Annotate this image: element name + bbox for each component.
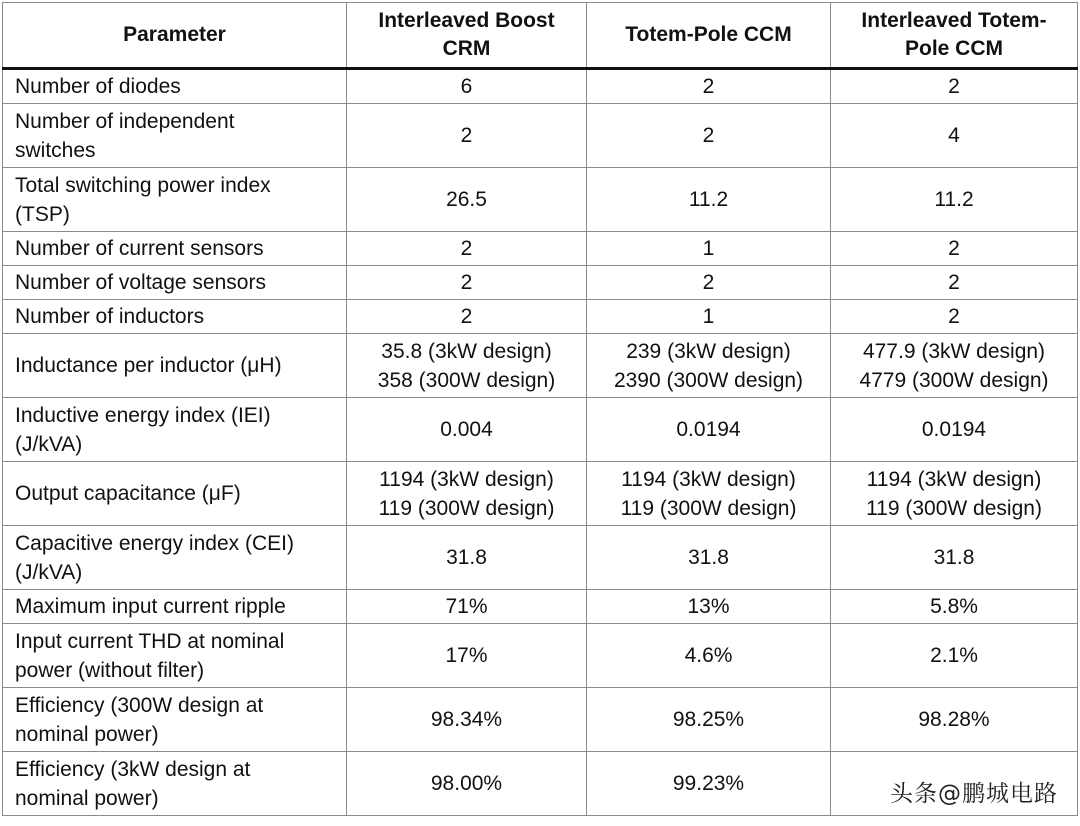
- cell-text: 1: [702, 237, 715, 260]
- cell-text: 119 (300W design): [866, 496, 1042, 520]
- totem-pole-ccm-cell: [587, 168, 831, 232]
- cell-text: 0.0194: [676, 418, 741, 441]
- interleaved-totem-pole-ccm-cell: [831, 624, 1078, 688]
- header-parameter: [3, 3, 347, 69]
- cell-text: 0.004: [440, 418, 493, 441]
- cell-text: (J/kVA): [15, 560, 83, 584]
- interleaved-totem-pole-ccm-cell: [831, 688, 1078, 752]
- cell-text: 2: [702, 124, 715, 147]
- header-interleaved-boost-crm: [347, 3, 587, 69]
- table-row: [3, 168, 1078, 232]
- table-row: [3, 398, 1078, 462]
- interleaved-boost-crm-cell: [347, 462, 587, 526]
- cell-text: 35.8 (3kW design): [381, 339, 552, 363]
- watermark-text: 头条@鹏城电路: [890, 781, 1058, 807]
- header-row: [3, 3, 1078, 69]
- interleaved-totem-pole-ccm-cell: [831, 232, 1078, 266]
- interleaved-boost-crm-cell: [347, 232, 587, 266]
- table-row: [3, 462, 1078, 526]
- cell-text: 2390 (300W design): [613, 368, 804, 392]
- totem-pole-ccm-cell: [587, 526, 831, 590]
- interleaved-boost-crm-cell: [347, 266, 587, 300]
- table-row: [3, 526, 1078, 590]
- cell-text: 2: [702, 75, 715, 98]
- cell-text: 239 (3kW design): [626, 339, 791, 363]
- cell-text: 2: [460, 305, 473, 328]
- cell-text: 98.25%: [672, 708, 745, 731]
- header-text: Parameter: [123, 23, 226, 46]
- cell-text: 99.23%: [672, 772, 745, 795]
- cell-text: 2: [948, 237, 960, 260]
- cell-text: 17%: [445, 644, 488, 667]
- cell-text: Number of voltage sensors: [15, 271, 266, 294]
- cell-text: Number of independent: [15, 109, 235, 133]
- interleaved-boost-crm-cell: [347, 104, 587, 168]
- parameter-cell: [3, 300, 347, 334]
- parameter-cell: [3, 334, 347, 398]
- cell-text: 31.8: [446, 546, 487, 569]
- parameter-cell: [3, 168, 347, 232]
- totem-pole-ccm-cell: [587, 104, 831, 168]
- parameter-cell: [3, 590, 347, 624]
- table-row: [3, 688, 1078, 752]
- cell-text: 71%: [445, 595, 488, 618]
- cell-text: 477.9 (3kW design): [862, 339, 1046, 363]
- cell-text: power (without filter): [15, 658, 205, 682]
- table-row: [3, 266, 1078, 300]
- interleaved-totem-pole-ccm-cell: [831, 104, 1078, 168]
- totem-pole-ccm-cell: [587, 334, 831, 398]
- cell-text: 1194 (3kW design): [621, 467, 796, 491]
- cell-text: 6: [460, 75, 473, 98]
- cell-text: 119 (300W design): [378, 496, 555, 520]
- parameter-cell: [3, 752, 347, 816]
- cell-text: switches: [15, 138, 96, 162]
- cell-text: 119 (300W design): [620, 496, 797, 520]
- header-text: Interleaved Boost: [378, 9, 555, 32]
- cell-text: 4779 (300W design): [859, 368, 1049, 392]
- totem-pole-ccm-cell: [587, 688, 831, 752]
- cell-text: 31.8: [933, 546, 975, 569]
- cell-text: 1194 (3kW design): [379, 467, 554, 491]
- totem-pole-ccm-cell: [587, 266, 831, 300]
- header-totem-pole-ccm: [587, 3, 831, 69]
- cell-text: nominal power): [15, 786, 159, 810]
- interleaved-boost-crm-cell: [347, 624, 587, 688]
- interleaved-boost-crm-cell: [347, 752, 587, 816]
- table-header: [3, 3, 1078, 69]
- cell-text: 98.28%: [918, 708, 990, 731]
- cell-text: 2: [948, 75, 960, 98]
- cell-text: Output capacitance (μF): [15, 482, 241, 505]
- cell-text: 358 (300W design): [377, 368, 556, 392]
- cell-text: Efficiency (3kW design at: [15, 757, 251, 781]
- table-row: [3, 334, 1078, 398]
- cell-text: 0.0194: [921, 418, 987, 441]
- cell-text: 26.5: [446, 188, 487, 211]
- parameter-cell: [3, 266, 347, 300]
- cell-text: Inductance per inductor (μH): [15, 354, 282, 377]
- parameter-cell: [3, 69, 347, 104]
- table-row: [3, 232, 1078, 266]
- cell-text: 13%: [687, 595, 730, 618]
- cell-text: 98.34%: [430, 708, 503, 731]
- comparison-table: [2, 2, 1078, 816]
- interleaved-totem-pole-ccm-cell: [831, 590, 1078, 624]
- cell-text: 1194 (3kW design): [866, 467, 1042, 491]
- parameter-cell: [3, 624, 347, 688]
- interleaved-boost-crm-cell: [347, 69, 587, 104]
- interleaved-boost-crm-cell: [347, 590, 587, 624]
- interleaved-totem-pole-ccm-cell: [831, 266, 1078, 300]
- cell-text: nominal power): [15, 722, 159, 746]
- parameter-cell: [3, 398, 347, 462]
- table-row: [3, 624, 1078, 688]
- totem-pole-ccm-cell: [587, 590, 831, 624]
- table-row: [3, 590, 1078, 624]
- totem-pole-ccm-cell: [587, 462, 831, 526]
- cell-text: 2: [460, 124, 473, 147]
- parameter-cell: [3, 688, 347, 752]
- header-text: Pole CCM: [904, 37, 1003, 60]
- cell-text: (J/kVA): [15, 432, 83, 456]
- cell-text: (TSP): [15, 202, 70, 226]
- cell-text: 2: [702, 271, 715, 294]
- cell-text: 31.8: [688, 546, 729, 569]
- cell-text: Number of inductors: [15, 305, 205, 328]
- parameter-cell: [3, 462, 347, 526]
- cell-text: Capacitive energy index (CEI): [15, 531, 294, 555]
- totem-pole-ccm-cell: [587, 752, 831, 816]
- totem-pole-ccm-cell: [587, 624, 831, 688]
- interleaved-boost-crm-cell: [347, 168, 587, 232]
- interleaved-totem-pole-ccm-cell: [831, 300, 1078, 334]
- interleaved-totem-pole-ccm-cell: [831, 69, 1078, 104]
- table-body: [3, 69, 1078, 816]
- cell-text: 4.6%: [684, 644, 733, 667]
- interleaved-totem-pole-ccm-cell: [831, 334, 1078, 398]
- interleaved-boost-crm-cell: [347, 300, 587, 334]
- parameter-cell: [3, 526, 347, 590]
- cell-text: Efficiency (300W design at: [15, 693, 264, 717]
- cell-text: 1: [702, 305, 715, 328]
- interleaved-totem-pole-ccm-cell: [831, 168, 1078, 232]
- totem-pole-ccm-cell: [587, 69, 831, 104]
- header-text: Totem-Pole CCM: [625, 23, 792, 46]
- cell-text: 4: [948, 124, 960, 147]
- table-row: [3, 69, 1078, 104]
- cell-text: 2: [460, 237, 473, 260]
- cell-text: 5.8%: [930, 595, 978, 618]
- totem-pole-ccm-cell: [587, 232, 831, 266]
- interleaved-boost-crm-cell: [347, 688, 587, 752]
- parameter-cell: [3, 232, 347, 266]
- cell-text: 11.2: [934, 188, 974, 211]
- cell-text: Number of current sensors: [15, 237, 264, 260]
- interleaved-totem-pole-ccm-cell: [831, 398, 1078, 462]
- cell-text: 2.1%: [930, 644, 978, 667]
- header-interleaved-totem-pole-ccm: [831, 3, 1078, 69]
- cell-text: Input current THD at nominal: [15, 629, 285, 653]
- cell-text: Number of diodes: [15, 75, 181, 98]
- cell-text: Inductive energy index (IEI): [15, 403, 271, 427]
- totem-pole-ccm-cell: [587, 300, 831, 334]
- cell-text: 11.2: [688, 188, 729, 211]
- interleaved-boost-crm-cell: [347, 398, 587, 462]
- header-text: CRM: [442, 37, 491, 60]
- cell-text: 98.00%: [430, 772, 503, 795]
- cell-text: 2: [948, 271, 960, 294]
- header-text: Interleaved Totem-: [861, 9, 1047, 32]
- table-row: [3, 104, 1078, 168]
- interleaved-totem-pole-ccm-cell: [831, 462, 1078, 526]
- cell-text: Maximum input current ripple: [15, 595, 286, 618]
- totem-pole-ccm-cell: [587, 398, 831, 462]
- interleaved-boost-crm-cell: [347, 526, 587, 590]
- cell-text: 2: [948, 305, 960, 328]
- parameter-cell: [3, 104, 347, 168]
- cell-text: 2: [460, 271, 473, 294]
- interleaved-totem-pole-ccm-cell: [831, 526, 1078, 590]
- table-row: [3, 300, 1078, 334]
- interleaved-boost-crm-cell: [347, 334, 587, 398]
- cell-text: Total switching power index: [15, 173, 271, 197]
